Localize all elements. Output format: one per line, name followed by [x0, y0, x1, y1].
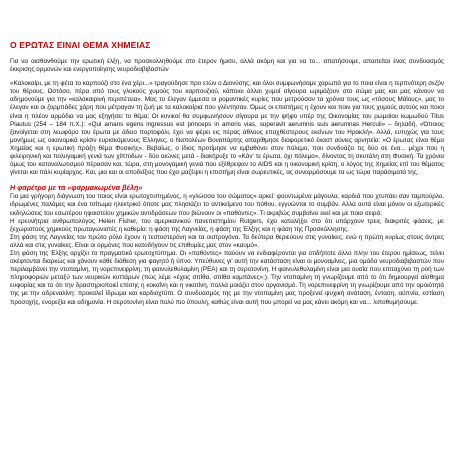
- section-heading: Η φαρέτρα με τα «φαρμακωμένα βέλη»: [10, 183, 143, 193]
- article-title: Ο ΕΡΩΤΑΣ ΕΙΝΑΙ ΘΕΜΑ ΧΗΜΕΙΑΣ: [10, 40, 151, 50]
- article-paragraph-1: «Καλοκαίρι, με τη φέτα το καρπούζι στο ένα χέρι...» τραγούδησε προ ετών ο Διονύσης, και όλοι συμφωνήσαμε χαρωπά για το ποια είναι η τερπνότερη σεζόν του θέρους. Ωστόσο, πέρα από τους γλυκούς χυμούς του καρπουζιού, κάποιοι άλλοι χυμοί σίγουρα ωριμάζουν στο σώμα μας και μας κάνουν να αδημονούμε για την «καλοκαιρινή περιπέτεια». Μας το έλεγαν έμμεσα οι ρομαντικές κυρίες που μετρούσαν τα χρόνια τους ως «τόσους Μάϊους», μας το έλεγαν και οι ζορμπάδες χάρη που μέτραγαν τη ζωή με τα καλοκαίρια που γλέντησαν. Όμως οι επιστήμες η έχουν και ποιν για τους χυμούς αυτούς και ποιοι είναι η πλέον αρμόδια να μας εξηγήσει το θέμα; Οι κυνικοί θα συμφωνήσουν σίγουρα με την ψήφο υπέρ της Οικονομίας του ρωμαίου κωμωδού Titus Plautus (254 – 184 π.Χ.): «Qui amans egens ingressus est princeps in amoris vias, superavit aerumnis suis aerumnas Herculi» – δηλαδή, «Όποιος ξανοίγεται στη λεωφόρο του έρωτα με άδειο πορτοφόλι, έχει να φέρει εις πέρας άθλους επαχθέστερους εκείνων του Ηρακλή». Αλλά, ευτυχώς για τους μονήμως ως οικονομικά κρίσιν ευρισκόμενους Έλληνες, ο Ναπολέων Βοναπάρτης απαρίθμησε διαφορετικό έκαστ αύνιες αρνητεία: «Ο έρωτας είναι θέμα Χημείας και η ερωτική πράξη θέμα Φυσικής». Βεβαίως, ο ίδιος προτίμησε να εμβαθύνει στον πόλεμο, που συνδυάζει τις δύο σε ένα... μέχρι που η φιλειρηνική και πολυγαμική γενιά των χίππιδων - δύο αιώνες μετά - διακήρυξε το «Κάν' τε έρωτα, όχι πόλεμο», δίνοντας τη σκυτάλη στη Φυσική. Τα χρόνια όμως του καταναλωτισμού πέρασαν και, τώρα, στη μονογαμική γενιά που εξέθρεψαν το AIDS και η οικονομική κρίση, ο λόγος της Χημείας επί του θέματος γίνεται και πάλι κυρίαρχος. Και, μια και οι αποδείξεις που έχει μαζέψει η επιστήμη είναι σωρευτικές, ας συναρμόσουμε τα ως τώρα παράσιματά της.: [10, 80, 444, 177]
- article-paragraph-2: Για μια γρήγορη διάγνωση του ποιος είναι ερωτοχτυπημένος, η «γλώσσα του σώματος» αρκεί: φουντωμένα μάγουλα, καρδιά που χτυπάει σαν ταμπούρλο, ιδρωμένες παλάμες και ένα τσίτωμα ηλεκτρικό όποτε μας πλησιάζει το αντικείμενο του πόθου, εγγυώνται το συμβάν. Αλλά αυτά είναι μόνον οι εξωτερικές εκδηλώσεις του εσωτέρου ηφαιστείου χημικών αντιδράσεων που βιώνουν οι «παθόντες». Τι ακριβώς συμβαίνει εκεί και με ποια σειρά; Η ερευνήτρια ανθρωπολόγος Helen Fisher, του αμερικανικού πανεπιστημίου Rutgers, έχει καταλήξει στο ότι υπάρχουν τρεις διακριτές φάσεις, με ξεχωριστούς χημικούς πρωταγωνιστές η καθεμία: η φάση της Λαγνείας, η φάση της Έλξης και η φάση της Προσκόλλησης. Στη φάση της Λαγνείας τον πρώτο ρόλο έχουν η τεστοστερόνη και τα οιστρογόνα. Τα δεύτερα θεριεύουν στις γυναίκες, ενώ η πρώτη κυρίως στους άντρες αλλά και στις γυναίκες. Είναι οι ορμόνες που κατοδήγουν τις επιθυμίες μας στον «καυμό». Στη φάση της Έλξης αρχίζει το πραγματικό ερωτοχτύπημα. Οι «παθόντες» παύουν να ενδιαφέρονται για οτιδήποτε άλλο πλην του έτερου ημίσεως, τείνει σκέφτονται διαρκώς και χάνουν κάθε διάθεση για φαγητό ή ύπνο. Υπεύθυνες γι' αυτή την κατάσταση είναι οι μονοαμίνες, μια ομάδα νευροδιαβιβαστών που περιλαμβάνει την ντοπαμίνη, τη νορεπινεφρίνη, τη φαινυλεθυλαμίνη (PEA) και τη σεροτονίνη. Η φαινυλεθυλαμίνη είναι μια ουσία που επιταχύνει τη ροή των πληροφοριών μεταξύ των νευρικών κυττάρων (πώς λέμε «έχεις σπίθα, σπίθα καμπάνες»;). Την ντοπαμίνη τη γνωρίζουμε από το ότι δημιουργεί αίσθημα ευφορίας και το ότι την δραστηριοποιεί επίσης η κοκαΐνη και η νικοτίνη, πολλά μοιάζει στον οργανισμό. Τη νορεπινεφρίνη τη γνωρίζουμε από την ομοιότητά της με την αδρεναλίνη: προκαλεί ίδρωμα και καρδιοχτύπι. Ο συνδυασμός της με την ντοπαμίνη μας προξενεί ψυχική ανάταση, ένταση, αϋπνία, εστίαση προσοχής, ενορεξία και αδημονία. Η σεροτονίνη είναι πολύ πιο ύπουλη, καθώς είναι αυτή που μπορεί να μας κάνει ακόμη και να... λιποθυμήσουμε.: [10, 193, 444, 306]
- article-intro: Για να αισθανθούμε την ερωτική έλξη, να προσκολληθούμε στο έτερον ήμισυ, αλλά ακόμη και για να το... απατήσουμε, απαιτείται ένας συνδυασμός έκκρισης ορμονών και ενεργοποίησης νευροδιαβιβαστών: [10, 58, 444, 74]
